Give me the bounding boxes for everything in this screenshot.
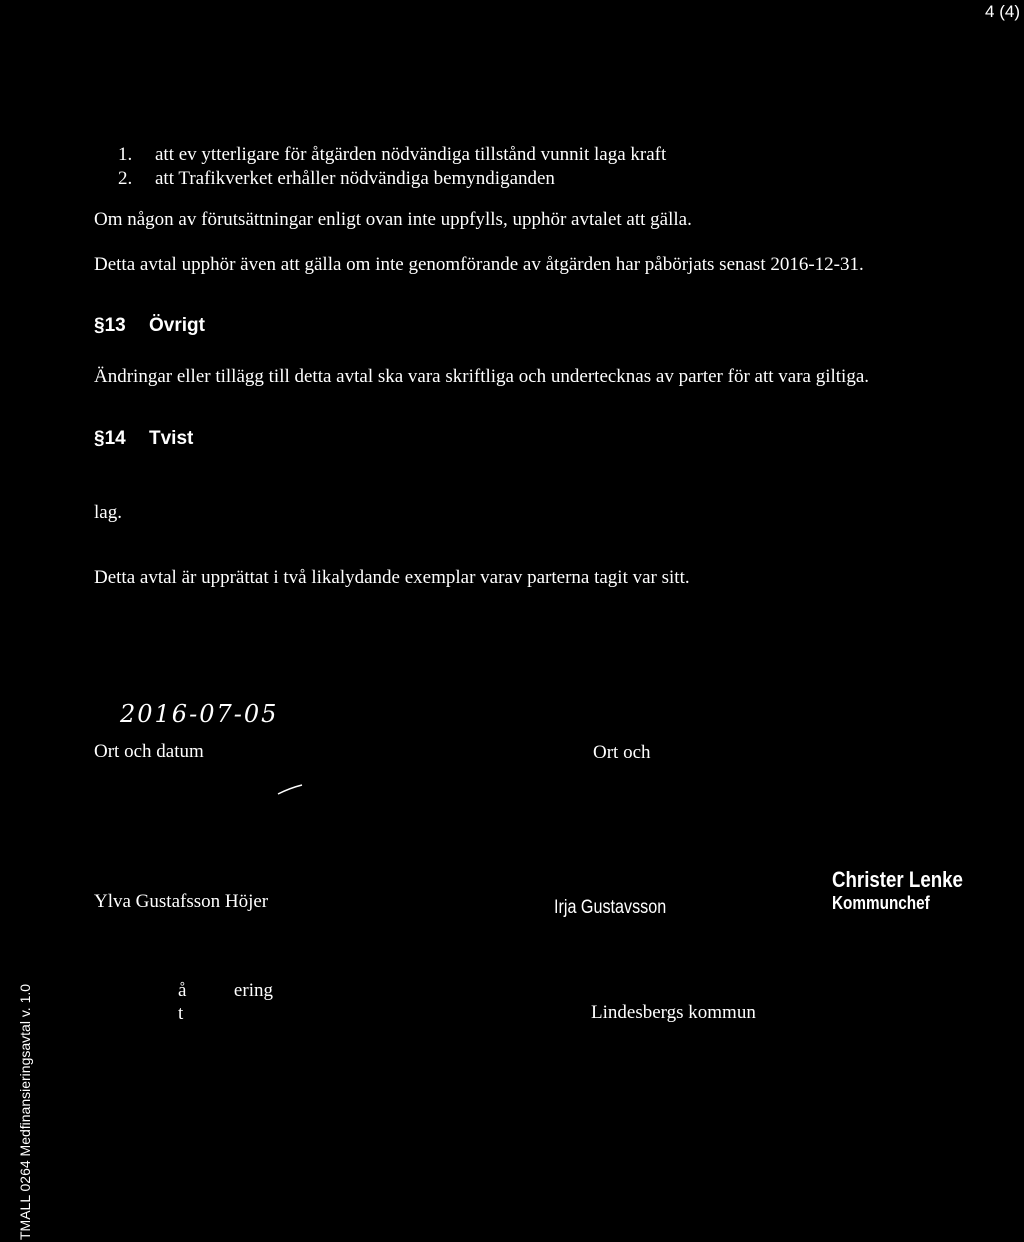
signer-middle-name: Irja Gustavsson	[554, 897, 667, 918]
right-org: Lindesbergs kommun	[591, 1002, 756, 1023]
condition-2-text: att Trafikverket erhåller nödvändiga bemyndiganden	[155, 168, 555, 189]
paragraph-termination: Detta avtal upphör även att gälla om inte genomförande av åtgärden har påbörjats senast 2016-12-31.	[94, 254, 864, 275]
signer-left-name: Ylva Gustafsson Höjer	[94, 891, 269, 912]
section-13-number: §13	[94, 315, 126, 336]
section-13-text: Ändringar eller tillägg till detta avtal ska vara skriftliga och undertecknas av parter för att vara giltiga.	[94, 366, 870, 387]
stamp-name: Christer Lenke	[832, 867, 963, 892]
page-number: 4 (4)	[985, 2, 1020, 21]
closing-statement: Detta avtal är upprättat i två likalydande exemplar varav parterna tagit var sitt.	[94, 567, 690, 588]
condition-1-text: att ev ytterligare för åtgärden nödvändiga tillstånd vunnit laga kraft	[155, 144, 667, 165]
condition-1-number: 1.	[118, 144, 133, 165]
place-date-right: Ort och	[593, 742, 651, 763]
signature-stroke	[276, 782, 306, 798]
section-14-text: lag.	[94, 502, 122, 523]
condition-2-number: 2.	[118, 168, 133, 189]
left-org-line-2: t	[178, 1003, 184, 1024]
paragraph-conditions-fail: Om någon av förutsättningar enligt ovan inte uppfylls, upphör avtalet att gälla.	[94, 209, 692, 230]
handwritten-date: 2016-07-05	[120, 700, 279, 728]
section-14-title: Tvist	[149, 428, 194, 449]
section-14-number: §14	[94, 428, 126, 449]
stamp-title: Kommunchef	[832, 893, 930, 913]
left-org-line-1: å ering	[178, 980, 273, 1001]
place-date-left: Ort och datum	[94, 741, 204, 762]
template-id-sidebar: TMALL 0264 Medfinansieringsavtal v. 1.0	[17, 983, 33, 1240]
section-13-title: Övrigt	[149, 315, 205, 336]
